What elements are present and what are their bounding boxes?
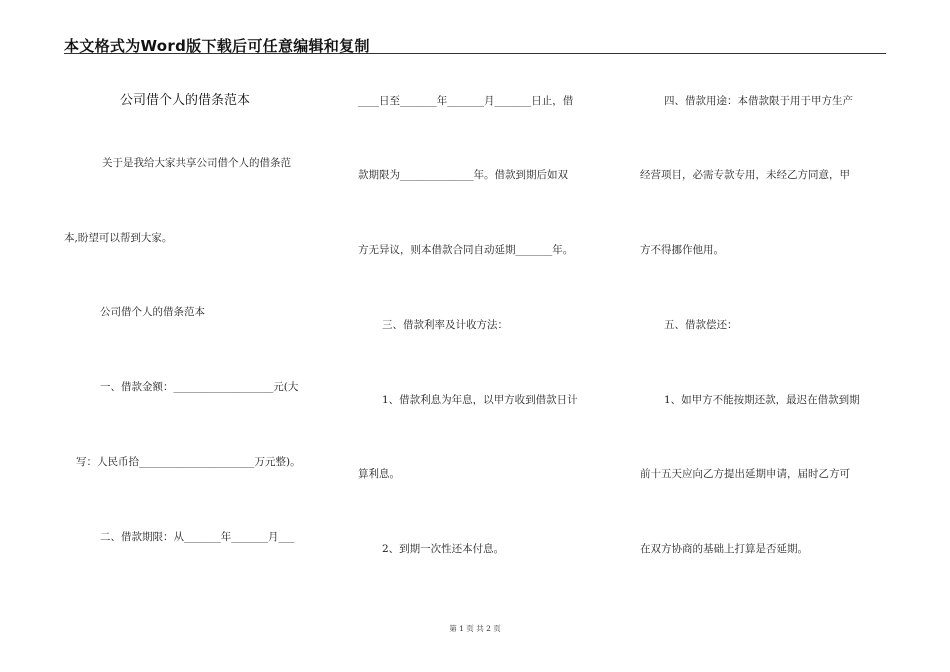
document-title: 公司借个人的借条范本 xyxy=(120,93,251,108)
paragraph-line: 方无异议，则本借款合同自动延期_______年。 xyxy=(358,244,574,256)
paragraph-line: 1、如甲方不能按期还款，最迟在借款到期 xyxy=(664,394,860,406)
text-column-1 xyxy=(64,0,326,672)
paragraph-line: ____日至_______年_______月_______日止，借 xyxy=(358,95,574,107)
paragraph-line: 在双方协商的基础上打算是否延期。 xyxy=(640,543,808,555)
paragraph-line: 写：人民币拾______________________万元整)。 xyxy=(76,456,301,468)
section-heading: 五、借款偿还： xyxy=(664,319,738,331)
paragraph-line: 经营项目，必需专款专用，未经乙方同意，甲 xyxy=(640,169,850,181)
paragraph-line: 本,盼望可以帮到大家。 xyxy=(64,232,173,244)
paragraph-line: 款期限为______________年。借款到期后如双 xyxy=(358,169,568,181)
paragraph-line: 1、借款利息为年息，以甲方收到借款日计 xyxy=(382,394,578,406)
paragraph-line: 关于是我给大家共享公司借个人的借条范 xyxy=(102,157,291,169)
section-heading: 公司借个人的借条范本 xyxy=(100,306,205,318)
paragraph-line: 2、到期一次性还本付息。 xyxy=(382,543,505,555)
paragraph-line: 算利息。 xyxy=(358,468,400,480)
document-banner: 本文格式为Word版下载后可任意编辑和复制 xyxy=(64,37,370,55)
paragraph-line: 前十五天应向乙方提出延期申请，届时乙方可 xyxy=(640,468,850,480)
section-heading: 三、借款利率及计收方法： xyxy=(382,319,508,331)
paragraph-line: 方不得挪作他用。 xyxy=(640,244,724,256)
paragraph-line: 四、借款用途：本借款限于用于甲方生产 xyxy=(664,95,853,107)
paragraph-line: 二、借款期限：从_______年_______月___ xyxy=(100,531,295,543)
text-column-3 xyxy=(640,0,890,672)
page-number: 第 1 页 共 2 页 xyxy=(449,624,501,633)
text-column-2 xyxy=(358,0,610,672)
paragraph-line: 一、借款金额：___________________元(大 xyxy=(100,381,299,393)
